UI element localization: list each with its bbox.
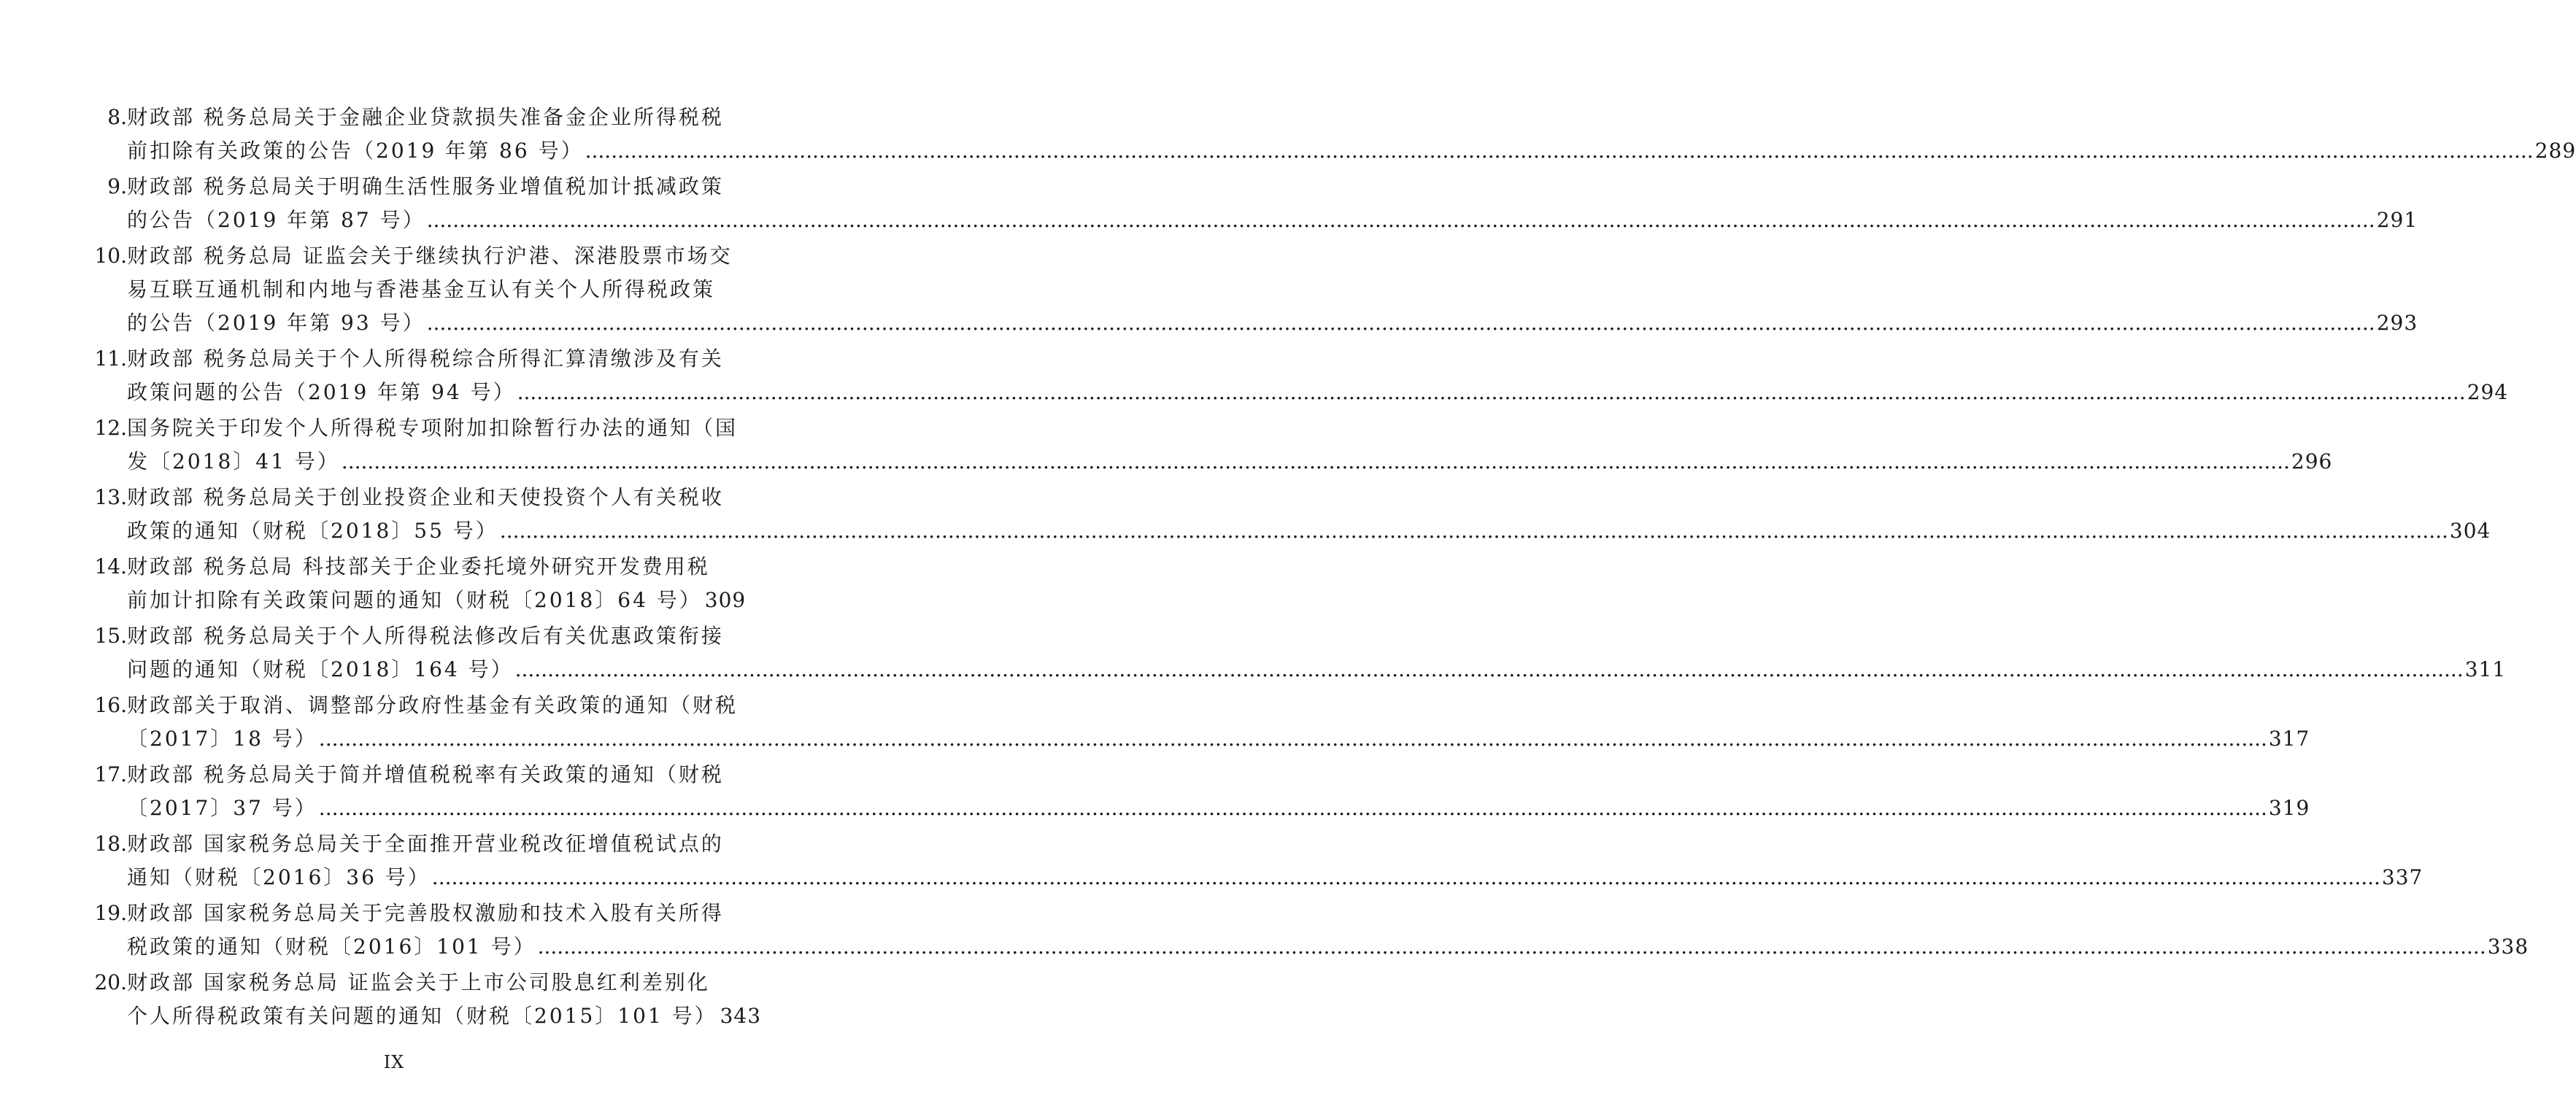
toc-dot-leader: ............................................................................................................................................................................................................................................................................................................ bbox=[499, 519, 2448, 543]
toc-dot-leader: ............................................................................................................................................................................................................................................................................................................ bbox=[431, 865, 2380, 889]
toc-entry-number: 20. bbox=[94, 970, 127, 994]
toc-entry[interactable] bbox=[0, 550, 788, 619]
toc-dot-leader: ............................................................................................................................................................................................................................................................................................................ bbox=[426, 311, 2375, 335]
toc-entry-number: 10. bbox=[94, 244, 127, 268]
toc-entry-number: 12. bbox=[94, 416, 127, 440]
toc-entry-title-line: 财政部 税务总局关于金融企业贷款损失准备金企业所得税税 bbox=[127, 105, 724, 129]
toc-entry-page: 343 bbox=[720, 1004, 762, 1028]
toc-entry-number: 13. bbox=[94, 485, 127, 509]
toc-entry-number: 8. bbox=[107, 105, 127, 129]
toc-entry-title-text: 政策问题的公告（2019 年第 94 号） bbox=[127, 380, 516, 404]
toc-entry-number: 14. bbox=[94, 554, 127, 579]
toc-entry[interactable] bbox=[0, 170, 2418, 239]
toc-entry-title-text: 政策的通知（财税〔2018〕55 号） bbox=[127, 519, 498, 543]
toc-entry-title-last-line bbox=[127, 722, 2310, 756]
toc-dot-leader: ............................................................................................................................................................................................................................................................................................................ bbox=[585, 139, 2534, 163]
toc-entry-title-last-line bbox=[127, 134, 2576, 168]
toc-entry-title-last-line bbox=[127, 306, 2418, 340]
toc-entry[interactable] bbox=[0, 897, 2529, 966]
toc-entry-title-line: 财政部 税务总局 科技部关于企业委托境外研究开发费用税 bbox=[127, 554, 710, 579]
toc-entry-number: 15. bbox=[94, 624, 127, 648]
toc-entry-title-line: 财政部 税务总局关于简并增值税税率有关政策的通知（财税 bbox=[127, 762, 724, 786]
toc-entry-title-line: 财政部 税务总局关于个人所得税法修改后有关优惠政策衔接 bbox=[127, 624, 724, 648]
toc-entry-page: 293 bbox=[2376, 311, 2418, 335]
toc-entry-page: 337 bbox=[2381, 865, 2423, 889]
toc-entry-title-line: 易互联互通机制和内地与香港基金互认有关个人所得税政策 bbox=[127, 277, 716, 301]
toc-entry-title-last-line bbox=[127, 514, 2491, 548]
toc-entry-title-last-line bbox=[127, 445, 2333, 479]
toc-entry-page: 296 bbox=[2291, 449, 2333, 473]
toc-entry-title-line: 财政部关于取消、调整部分政府性基金有关政策的通知（财税 bbox=[127, 693, 739, 717]
toc-dot-leader: ............................................................................................................................................................................................................................................................................................................ bbox=[318, 796, 2267, 820]
toc-entry-title-text: 发〔2018〕41 号） bbox=[127, 449, 340, 473]
toc-entry-title-last-line bbox=[127, 584, 747, 617]
toc-entry-page: 291 bbox=[2376, 208, 2418, 232]
toc-entry-title-text: 税政策的通知（财税〔2016〕101 号） bbox=[127, 935, 536, 959]
toc-entry[interactable] bbox=[0, 827, 2423, 897]
toc-entry-title-last-line bbox=[127, 653, 2507, 686]
toc-entry-title-line: 财政部 国家税务总局关于全面推开营业税改征增值税试点的 bbox=[127, 832, 724, 856]
toc-entry-page: 294 bbox=[2467, 380, 2509, 404]
toc-entry-title-line: 财政部 国家税务总局关于完善股权激励和技术入股有关所得 bbox=[127, 901, 724, 925]
toc-entry-number: 9. bbox=[107, 174, 127, 198]
toc-entry-title-line: 财政部 税务总局关于个人所得税综合所得汇算清缴涉及有关 bbox=[127, 347, 724, 371]
toc-entry[interactable] bbox=[0, 619, 2507, 689]
toc-entry-title-line: 财政部 税务总局关于创业投资企业和天使投资个人有关税收 bbox=[127, 485, 724, 509]
toc-entry-title-line: 财政部 税务总局 证监会关于继续执行沪港、深港股票市场交 bbox=[127, 244, 733, 268]
toc-entry[interactable] bbox=[0, 239, 2418, 342]
toc-entry-title-text: 前加计扣除有关政策问题的通知（财税〔2018〕64 号） bbox=[127, 588, 702, 612]
toc-entry-title-last-line bbox=[127, 861, 2423, 894]
toc-entry[interactable] bbox=[0, 411, 2333, 481]
toc-dot-leader: ............................................................................................................................................................................................................................................................................................................ bbox=[517, 380, 2466, 404]
toc-entry-page: 309 bbox=[704, 588, 747, 612]
toc-entry-page: 319 bbox=[2268, 796, 2310, 820]
toc-entry-number: 19. bbox=[94, 901, 127, 925]
toc-entry-title-text: 前扣除有关政策的公告（2019 年第 86 号） bbox=[127, 139, 584, 163]
toc-entry[interactable] bbox=[0, 758, 2310, 827]
toc-entry-page: 304 bbox=[2449, 519, 2491, 543]
toc-entry-title-last-line bbox=[127, 930, 2529, 964]
toc-entry-title-text: 的公告（2019 年第 93 号） bbox=[127, 311, 425, 335]
toc-dot-leader: ............................................................................................................................................................................................................................................................................................................ bbox=[537, 935, 2486, 959]
toc-dot-leader: ............................................................................................................................................................................................................................................................................................................ bbox=[341, 449, 2290, 473]
page-number: IX bbox=[383, 1052, 405, 1072]
toc-entry-title-text: 通知（财税〔2016〕36 号） bbox=[127, 865, 431, 889]
toc-dot-leader: ............................................................................................................................................................................................................................................................................................................ bbox=[318, 727, 2267, 751]
toc-entry-title-text: 的公告（2019 年第 87 号） bbox=[127, 208, 425, 232]
toc-entry-title-text: 个人所得税政策有关问题的通知（财税〔2015〕101 号） bbox=[127, 1004, 717, 1028]
toc-entry[interactable] bbox=[0, 342, 2509, 411]
toc-entry-page: 317 bbox=[2268, 727, 2310, 751]
toc-entry[interactable] bbox=[0, 101, 2576, 170]
toc-entry-number: 11. bbox=[94, 347, 127, 371]
toc-dot-leader: ............................................................................................................................................................................................................................................................................................................ bbox=[426, 208, 2375, 232]
toc-entry-page: 338 bbox=[2487, 935, 2529, 959]
toc-entry-title-line: 国务院关于印发个人所得税专项附加扣除暂行办法的通知（国 bbox=[127, 416, 739, 440]
toc-dot-leader: ............................................................................................................................................................................................................................................................................................................ bbox=[514, 657, 2464, 681]
toc-entry-page: 311 bbox=[2464, 657, 2507, 681]
toc-entry-title-line: 财政部 税务总局关于明确生活性服务业增值税加计抵减政策 bbox=[127, 174, 724, 198]
toc-entry-title-last-line bbox=[127, 204, 2418, 237]
toc-entry[interactable] bbox=[0, 481, 2491, 550]
toc-entry-number: 17. bbox=[94, 762, 127, 786]
toc-entry-title-last-line bbox=[127, 792, 2310, 825]
toc-entry[interactable] bbox=[0, 689, 2310, 758]
toc-entry-title-text: 〔2017〕37 号） bbox=[127, 796, 317, 820]
table-of-contents bbox=[0, 101, 2576, 1035]
toc-entry-title-text: 问题的通知（财税〔2018〕164 号） bbox=[127, 657, 514, 681]
toc-entry-number: 16. bbox=[94, 693, 127, 717]
toc-entry[interactable] bbox=[0, 966, 788, 1035]
toc-entry-title-last-line bbox=[127, 999, 762, 1033]
toc-entry-page: 289 bbox=[2534, 139, 2576, 163]
toc-entry-title-text: 〔2017〕18 号） bbox=[127, 727, 317, 751]
toc-entry-title-last-line bbox=[127, 376, 2509, 409]
toc-entry-number: 18. bbox=[94, 832, 127, 856]
toc-entry-title-line: 财政部 国家税务总局 证监会关于上市公司股息红利差别化 bbox=[127, 970, 710, 994]
